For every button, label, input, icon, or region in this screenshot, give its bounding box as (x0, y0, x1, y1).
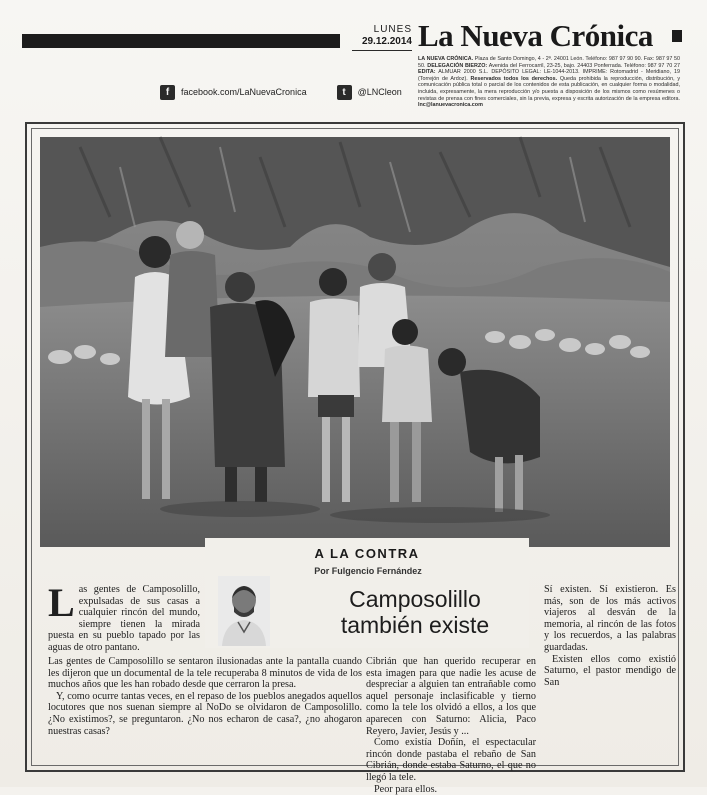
facebook-link[interactable]: facebook.com/LaNuevaCronica (181, 87, 307, 97)
headline-line-2: también existe (340, 612, 490, 638)
twitter-link[interactable]: @LNCleon (357, 87, 402, 97)
masthead-black-bar (22, 34, 340, 48)
imprint-email: lnc@lanuevacronica.com (418, 102, 483, 109)
imprint-text-4: Queda prohibida la reproducción, distribución, y comunicación pública total o parcial de los contenidos de esta publicación, en cualquier forma o modalidad, incluida, expresamente, la mera reproducción y/o puesta a disposición de los mismos como resúmenes o revistas de prensa con fines comerciales, sin la previa, expresa y escrita autorización de la empresa editora. (418, 75, 681, 102)
masthead-square (672, 30, 682, 42)
social-links (160, 83, 402, 101)
section-label: A LA CONTRA (314, 546, 420, 561)
article-paragraph-4: Cibrián que han querido recuperar en esta imagen para que nadie les acuse de despreciar a alguien tan entrañable como aquel personaje inclasificable y tierno como la tele los olvidó a ellos, a los que aparecen con Saturno: Alicia, Paco Reyero, Javier, Jesús y ... (366, 656, 536, 737)
article-paragraph-5: Como existía Doñín, el espectacular rincón donde pastaba el rebaño de San Cibrián, donde estaba Saturno, el que no llegó la tele. (366, 737, 536, 783)
article-column-1 (48, 580, 200, 654)
edition-day: LUNES (373, 24, 412, 35)
newspaper-title: La Nueva Crónica (418, 18, 653, 53)
imprint-label-4: Reservados todos los derechos. (470, 75, 558, 82)
imprint-text-2: Avenida del Ferrocarril, 23-25, bajo. 24403 Ponferrada. Teléfono: 987 97 70 27 (488, 62, 680, 69)
imprint-text-1: Plaza de Santo Domingo, 4 - 2ª. 24001 León. Teléfono: 987 97 90 90. Fax: 987 97 50 50. (418, 56, 681, 69)
article-column-3 (544, 584, 676, 688)
imprint-label-2: DELEGACIÓN BIERZO: (427, 62, 488, 69)
date-rule (352, 50, 412, 51)
drop-cap: L (48, 580, 75, 625)
headline-line-1: Camposolillo (349, 586, 481, 612)
twitter-icon: t (337, 85, 352, 100)
imprint-text-3: ALMUAR 2000 S.L. DEPÓSITO LEGAL: LE-1044-2013. IMPRIME: Rotomadrid - Meridiano, 19 (Torrejón de Ardoz). (418, 69, 680, 82)
imprint-label-1: LA NUEVA CRÓNICA. (418, 56, 474, 62)
article-paragraph-7: Sí existen. Sí existieron. Es más, son de los más activos viajeros al desván de la memoria, al rincón de las fotos y los recuerdos, a las palabras guardadas. (544, 584, 676, 653)
facebook-icon: f (160, 85, 175, 100)
article-paragraph-6: Peor para ellos. (374, 783, 438, 795)
article-column-wide (48, 656, 362, 737)
byline: Por Fulgencio Fernández (314, 566, 422, 576)
imprint-block (418, 56, 680, 109)
article-paragraph-8: Existen ellos como existió Saturno, el pastor mendigo de San (544, 653, 676, 688)
headline (300, 586, 530, 638)
article-photo (40, 137, 670, 547)
edition-date: 29.12.2014 (361, 36, 412, 47)
article-paragraph-3: Y, como ocurre tantas veces, en el repaso de los pueblos anegados aquellos locutores que nos suenan siempre al NoDo se olvidaron de Camposolillo. ¿No existimos?, se preguntaron. ¿No nos echaron de casa?, ¿no ahogaron nuestras casas? (48, 690, 362, 737)
author-portrait (218, 576, 270, 646)
photo-illustration (40, 137, 670, 547)
article-paragraph-1: Las gentes de Camposolillo, expulsadas de sus casas a cualquier rincón del mundo, siempre tienen la mirada puesta en su pueblo tapado por las aguas de otro pantano. (48, 580, 200, 653)
article-column-2 (366, 656, 536, 795)
article-paragraph-2: Las gentes de Camposolillo se sentaron ilusionadas ante la pantalla cuando les dijeron que un documental de la tele recuperaba 8 minutos de vida de los muchos años que les han robado desde que cerraron la presa. (48, 656, 362, 691)
imprint-label-3: EDITA: (418, 69, 436, 76)
date-block (352, 24, 412, 51)
